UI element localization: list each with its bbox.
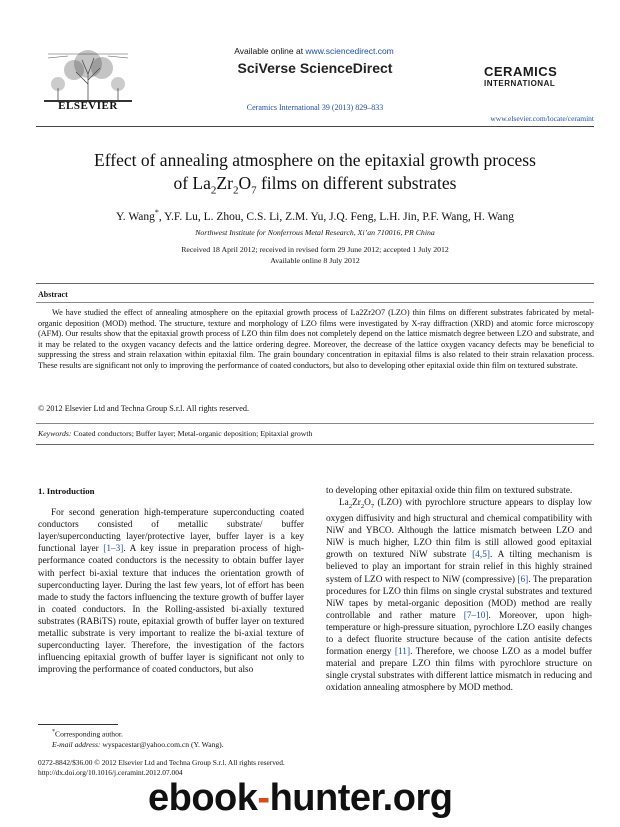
header-divider [36, 126, 594, 127]
journal-citation[interactable]: Ceramics International 39 (2013) 829–833 [246, 103, 384, 112]
journal-logo-line1: CERAMICS [484, 64, 558, 79]
citation-link[interactable]: [1–3] [103, 544, 124, 555]
title-line2: of $La_2Zr_2O_7$ films on different substrates [173, 173, 457, 197]
email-label: E-mail address: [52, 739, 101, 749]
article-history [30, 244, 600, 266]
email-note [52, 740, 312, 750]
abstract-heading-rule [36, 302, 594, 303]
title-line1: Effect of annealing atmosphere on the epitaxial growth process [94, 150, 536, 170]
citation-link[interactable]: [4,5] [472, 550, 490, 561]
issn-line: 0272-8842/$36.00 © 2012 Elsevier Ltd and Techna Group S.r.l. All rights reserved. [38, 758, 285, 767]
journal-logo-line2: INTERNATIONAL [484, 79, 556, 88]
affiliation: Northwest Institute for Nonferrous Metal Research, Xi’an 710016, PR China [195, 228, 435, 237]
keywords-text: Coated conductors; Buffer layer; Metal-organic deposition; Epitaxial growth [71, 429, 313, 438]
abstract-copyright: © 2012 Elsevier Ltd and Techna Group S.r.l. All rights reserved. [38, 404, 250, 413]
elsevier-tree-logo [38, 44, 138, 104]
abstract-top-rule [36, 283, 594, 284]
author-list [30, 208, 600, 223]
body-column-right [326, 485, 592, 694]
section-heading-introduction: 1. Introduction [38, 486, 95, 496]
journal-url-link[interactable]: www.elsevier.com/locate/ceramint [490, 114, 594, 123]
keywords-label: Keywords: [38, 429, 72, 438]
abstract-bottom-rule [36, 423, 594, 424]
platform-name: SciVerse ScienceDirect [237, 60, 393, 76]
keywords-bottom-rule [36, 444, 594, 445]
body-column-left [38, 485, 304, 676]
email-address[interactable]: wyspacestar@yahoo.com.cn (Y. Wang). [100, 739, 224, 749]
abstract-heading: Abstract [38, 290, 68, 299]
abstract-text: We have studied the effect of annealing atmosphere on the epitaxial growth process of La2Zr2O7 (LZO) thin films on different substrates fabricated by metal-organic deposition (MOD) method. The structure, texture and morphology of LZO films were investigated by X-ray diffraction (XRD) and atomic force microscopy (AFM). Our results show that the epitaxial growth process of LZO thin film does not completely depend on the lattice mismatch degree between LZO and substrate, and it may be related to the oxygen vacancy defects and the lattice ordering degree. Moreover, the decrease of the lattice oxygen vacancy defects may be beneficial to suppressing the stress and strain relaxation within epitaxial film. The grain boundary concentration in epitaxial films is also related to their strain relaxation process. These results are significant not only to improving the performance of coated conductors, but also to developing other epitaxial oxide thin film on textured substrate. [38, 308, 594, 370]
corresponding-author[interactable]: Y. Wang [115, 210, 155, 223]
coauthors: , Y.F. Lu, L. Zhou, C.S. Li, Z.M. Yu, J.Q. Feng, L.H. Jin, P.F. Wang, H. Wang [158, 210, 515, 223]
online-date: Available online 8 July 2012 [270, 256, 360, 265]
corresponding-mark[interactable]: * [154, 208, 159, 217]
citation-link[interactable]: [7–10] [463, 610, 489, 621]
article-identifiers [38, 758, 378, 777]
doi-link[interactable]: http://dx.doi.org/10.1016/j.ceramint.2012.07.004 [38, 767, 183, 777]
citation-link[interactable]: [11] [394, 647, 411, 658]
availability-prefix: Available online at [234, 46, 306, 56]
received-dates: Received 18 April 2012; received in revised form 29 June 2012; accepted 1 July 2012 [181, 245, 449, 254]
footnote-rule [38, 724, 118, 725]
intro-paragraph-1: For second generation high-temperature superconducting coated conductors consisted of metallic substrate/ buffer layer/superconducting layer/protective layer, buffer layer is a key functional layer [1–3]. A key issue in preparation process of high-performance coated conductors is the necessity to obtain buffer layer with perfect bi-axial texture that induces the orientation growth of superconducting layer. During the last few years, lot of effort has been made to study the factors influencing the texture growth of buffer layer in coated conductors. In the Rolling-assisted bi-axially textured substrates (RABiTS) route, epitaxial growth of buffer layer on textured metallic substrate is very important to realize the bi-axial texture of superconducting layer. Therefore, the investigation of the factors influencing epitaxial growth of buffer layer is significant not only to improving the performance of coated conductors, but also [38, 508, 305, 676]
watermark-banner: ebook-hunter.org [148, 777, 453, 819]
intro-paragraph-2: $La_2Zr_2O_7$ (LZO) with pyrochlore structure appears to display low oxygen diffusivity and high structural and chemical compatibility with NiW and YBCO. Although the lattice mismatch between LZO and NiW is much higher, LZO thin film is still allowed good epitaxial growth on textured NiW substrate [4,5]. A tilting mechanism is believed to play an important for strain relief in this highly strained system of LZO with respect to NiW (compressive) [6]. The preparation procedures for LZO thin films on single crystal substrates and textured NiW tapes by metal-organic deposition (MOD) method are really controllable and rather mature [7–10]. Moreover, upon high-temperature or high-pressure situation, pyrochlore LZO easily changes to a defect fluorite structure because of the cation antisite defects formation energy [11]. Therefore, we choose LZO as a model buffer material and prepare LZO thin films with pyrochlore structure on single crystal substrates with different lattice mismatch in reducing and oxidation annealing atmosphere by MOD method. [326, 498, 593, 694]
journal-logo [484, 64, 594, 88]
intro-paragraph-1-continued: to developing other epitaxial oxide thin film on textured substrate. [326, 486, 573, 496]
publisher-name: ELSEVIER [58, 100, 118, 112]
article-title [30, 149, 600, 203]
availability-line [214, 46, 414, 56]
keywords-line [38, 429, 594, 438]
sciencedirect-link[interactable]: www.sciencedirect.com [305, 46, 394, 56]
citation-link[interactable]: [6] [517, 574, 529, 585]
footnote [52, 727, 312, 750]
corresponding-note: *Corresponding author. [52, 729, 123, 739]
